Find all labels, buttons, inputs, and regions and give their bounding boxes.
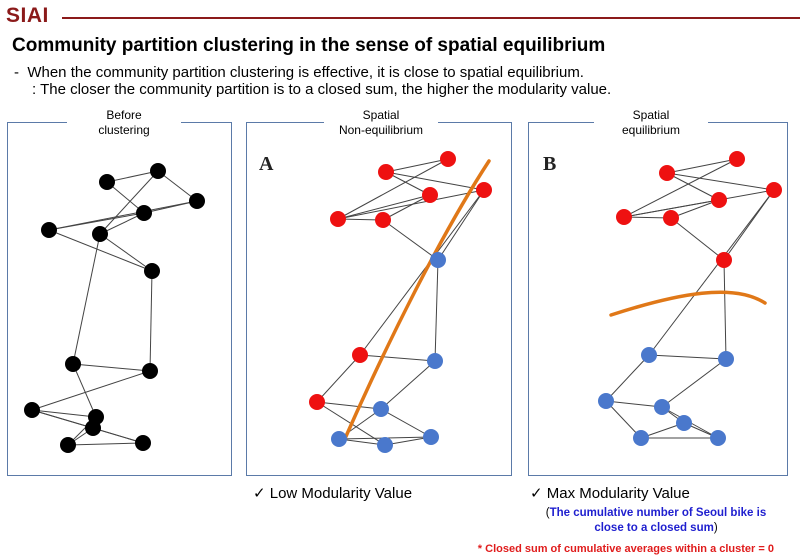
graph-node bbox=[136, 205, 152, 221]
graph-node bbox=[375, 212, 391, 228]
graph-node bbox=[309, 394, 325, 410]
panel-label-a bbox=[324, 108, 438, 138]
graph-node bbox=[150, 163, 166, 179]
graph-edge bbox=[438, 190, 484, 260]
graph-edge bbox=[662, 359, 726, 407]
panel-label-b-line2: equilibrium bbox=[621, 123, 681, 137]
graph-a bbox=[247, 123, 513, 477]
header-rule bbox=[62, 17, 800, 19]
max-modularity-text: Max Modularity Value bbox=[546, 485, 690, 502]
graph-edge bbox=[32, 371, 150, 410]
graph-node bbox=[659, 165, 675, 181]
graph-node bbox=[142, 363, 158, 379]
graph-edge bbox=[667, 159, 737, 173]
graph-node bbox=[430, 252, 446, 268]
graph-node bbox=[716, 252, 732, 268]
graph-edge bbox=[381, 409, 431, 437]
panel-label-a-line1: Spatial bbox=[362, 108, 400, 122]
graph-edge bbox=[606, 401, 662, 407]
panel-label-b-line1: Spatial bbox=[632, 108, 670, 122]
panel-label-a-line2: Non-equilibrium bbox=[338, 123, 424, 137]
low-modularity-text: Low Modularity Value bbox=[269, 485, 413, 502]
graph-edge bbox=[150, 271, 152, 371]
graph-node bbox=[24, 402, 40, 418]
panel-b bbox=[528, 122, 788, 476]
graph-node bbox=[65, 356, 81, 372]
closed-sum-footnote: * Closed sum of cumulative averages within a cluster = 0 bbox=[477, 543, 774, 555]
graph-edge bbox=[100, 234, 152, 271]
panel-label-before-line2: clustering bbox=[98, 123, 150, 137]
check-icon: ✓ bbox=[530, 485, 543, 502]
graph-node bbox=[423, 429, 439, 445]
graph-node bbox=[427, 353, 443, 369]
bullet-block bbox=[14, 64, 611, 98]
siai-logo: SIAI bbox=[6, 4, 49, 27]
bullet-dash: - bbox=[14, 64, 19, 81]
graph-edge bbox=[649, 355, 726, 359]
graph-node bbox=[85, 420, 101, 436]
graph-edge bbox=[32, 410, 93, 428]
graph-node bbox=[766, 182, 782, 198]
graph-edge bbox=[383, 220, 438, 260]
paren-open: ( bbox=[545, 507, 550, 519]
graph-edge bbox=[68, 443, 143, 445]
graph-node bbox=[189, 193, 205, 209]
panel-label-before bbox=[67, 108, 181, 138]
graph-node bbox=[330, 211, 346, 227]
graph-edge bbox=[386, 159, 448, 172]
panel-b-letter: B bbox=[543, 153, 557, 175]
low-modularity-note bbox=[253, 484, 412, 502]
graph-edge bbox=[624, 159, 737, 217]
graph-node bbox=[729, 151, 745, 167]
max-modularity-note bbox=[530, 484, 690, 502]
graph-edge bbox=[606, 355, 649, 401]
graph-edge bbox=[360, 355, 435, 361]
panel-label-before-line1: Before bbox=[106, 108, 142, 122]
graph-node bbox=[60, 437, 76, 453]
graph-node bbox=[641, 347, 657, 363]
graph-node bbox=[377, 437, 393, 453]
graph-edge bbox=[381, 361, 435, 409]
graph-node bbox=[676, 415, 692, 431]
bullet-line-2: : The closer the community partition is to a closed sum, the higher the modularity value. bbox=[32, 81, 612, 98]
graph-node bbox=[633, 430, 649, 446]
paren-close: ) bbox=[713, 522, 718, 534]
graph-node bbox=[373, 401, 389, 417]
bullet-text-1: When the community partition clustering is effective, it is close to spatial equilibrium. bbox=[27, 64, 584, 81]
graph-edge bbox=[317, 355, 360, 402]
graph-edge bbox=[73, 364, 150, 371]
graph-node bbox=[440, 151, 456, 167]
panel-a-letter: A bbox=[259, 153, 274, 175]
graph-node bbox=[598, 393, 614, 409]
graph-node bbox=[476, 182, 492, 198]
graph-node bbox=[711, 192, 727, 208]
graph-edge bbox=[32, 410, 96, 417]
graph-b bbox=[529, 123, 789, 477]
graph-edge bbox=[73, 234, 100, 364]
graph-node bbox=[99, 174, 115, 190]
graph-node bbox=[718, 351, 734, 367]
graph-node bbox=[92, 226, 108, 242]
graph-before bbox=[8, 123, 233, 477]
panel-a bbox=[246, 122, 512, 476]
slide-title: Community partition clustering in the sense of spatial equilibrium bbox=[12, 35, 606, 56]
graph-node bbox=[135, 435, 151, 451]
graph-node bbox=[663, 210, 679, 226]
graph-node bbox=[710, 430, 726, 446]
seoul-bike-text: The cumulative number of Seoul bike is close to a closed sum bbox=[549, 507, 767, 534]
graph-node bbox=[41, 222, 57, 238]
panel-label-b bbox=[594, 108, 708, 138]
graph-node bbox=[331, 431, 347, 447]
graph-edge bbox=[435, 260, 438, 361]
seoul-bike-note bbox=[536, 506, 776, 536]
graph-node bbox=[616, 209, 632, 225]
graph-edge bbox=[624, 190, 774, 217]
graph-node bbox=[422, 187, 438, 203]
check-icon: ✓ bbox=[253, 485, 266, 502]
graph-edge bbox=[724, 260, 726, 359]
graph-node bbox=[654, 399, 670, 415]
graph-edge bbox=[386, 172, 484, 190]
graph-edge bbox=[671, 218, 724, 260]
graph-node bbox=[352, 347, 368, 363]
graph-node bbox=[144, 263, 160, 279]
graph-node bbox=[378, 164, 394, 180]
panel-before-clustering bbox=[7, 122, 232, 476]
bullet-line-1 bbox=[14, 64, 611, 81]
